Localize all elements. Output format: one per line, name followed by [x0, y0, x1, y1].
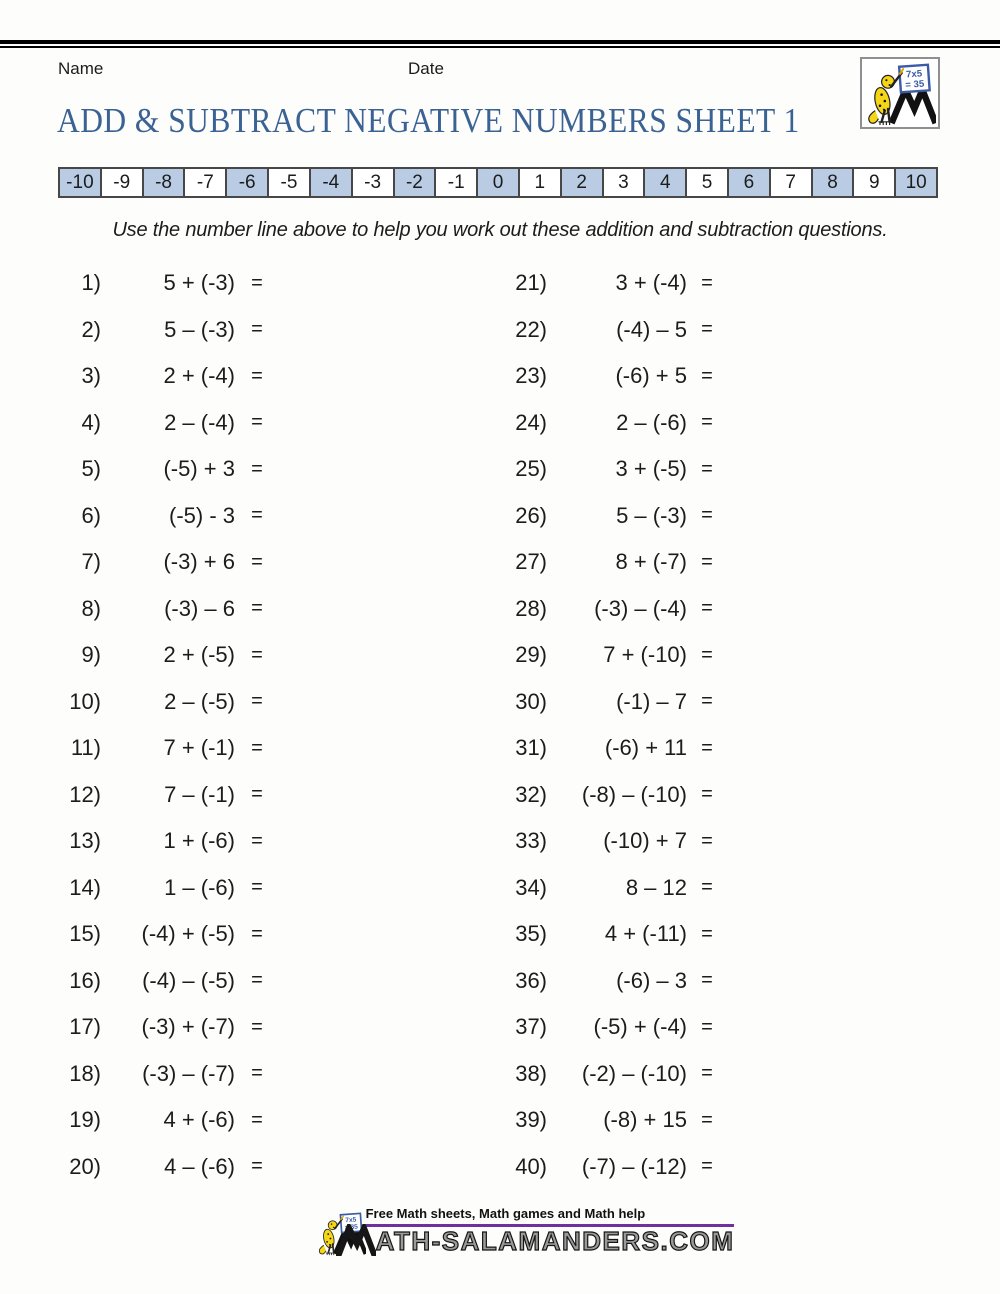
equals-sign: =: [701, 271, 713, 294]
number-line-cell: -8: [144, 169, 186, 196]
problem-expression: (-3) – (-4): [594, 595, 687, 621]
problem-expression: 5 + (-3): [163, 270, 235, 296]
problem-number: 2): [81, 316, 101, 342]
equals-sign: =: [701, 783, 713, 806]
problem-number: 4): [81, 409, 101, 435]
problem-expression: 3 + (-4): [615, 270, 687, 296]
problem-expression: 7 + (-10): [603, 642, 687, 668]
equals-sign: =: [701, 736, 713, 759]
problem-expression: (-3) – 6: [164, 595, 235, 621]
number-line-cell: -7: [185, 169, 227, 196]
problem-expression: (-3) + (-7): [141, 1014, 235, 1040]
problem-number: 18): [69, 1060, 101, 1086]
equals-sign: =: [701, 318, 713, 341]
problem-number: 22): [515, 316, 547, 342]
problem-expression: 1 – (-6): [164, 874, 235, 900]
equals-sign: =: [701, 690, 713, 713]
problem-number: 8): [81, 595, 101, 621]
equals-sign: =: [251, 829, 263, 852]
equals-sign: =: [251, 643, 263, 666]
problem-number: 9): [81, 642, 101, 668]
footer-site-text: ATH-SALAMANDERS.COM: [375, 1226, 735, 1256]
equals-sign: =: [701, 597, 713, 620]
number-line-cell: -5: [269, 169, 311, 196]
equals-sign: =: [701, 1108, 713, 1131]
problem-number: 6): [81, 502, 101, 528]
problem-expression: (-1) – 7: [616, 688, 687, 714]
problem-expression: 1 + (-6): [163, 828, 235, 854]
problem-expression: (-4) + (-5): [141, 921, 235, 947]
equals-sign: =: [251, 550, 263, 573]
problem-number: 24): [515, 409, 547, 435]
equals-sign: =: [701, 364, 713, 387]
problem-expression: 2 – (-6): [616, 409, 687, 435]
page-title: ADD & SUBTRACT NEGATIVE NUMBERS SHEET 1: [57, 101, 800, 140]
number-line-cell: -2: [395, 169, 437, 196]
number-line-cell: -3: [353, 169, 395, 196]
problem-number: 33): [515, 828, 547, 854]
equals-sign: =: [251, 271, 263, 294]
problem-number: 17): [69, 1014, 101, 1040]
problem-number: 39): [515, 1107, 547, 1133]
problem-number: 34): [515, 874, 547, 900]
top-border-thick: [0, 40, 1000, 44]
equals-sign: =: [251, 783, 263, 806]
number-line-cell: 3: [604, 169, 646, 196]
equals-sign: =: [251, 876, 263, 899]
problem-expression: 5 – (-3): [616, 502, 687, 528]
problems-column-right: [491, 260, 727, 1190]
number-line-cell: -10: [60, 169, 102, 196]
problem-expression: (-5) - 3: [169, 502, 235, 528]
problem-expression: (-7) – (-12): [581, 1153, 687, 1179]
problem-number: 38): [515, 1060, 547, 1086]
equals-sign: =: [251, 690, 263, 713]
number-line-cell: 7: [771, 169, 813, 196]
problem-expression: (-8) – (-10): [581, 781, 687, 807]
problem-number: 28): [515, 595, 547, 621]
problem-number: 1): [81, 270, 101, 296]
number-line-cell: 6: [729, 169, 771, 196]
problem-number: 37): [515, 1014, 547, 1040]
equals-sign: =: [701, 1015, 713, 1038]
problem-number: 27): [515, 549, 547, 575]
equals-sign: =: [701, 1155, 713, 1178]
number-line-cell: -9: [102, 169, 144, 196]
problem-expression: (-6) + 5: [615, 363, 687, 389]
problem-number: 12): [69, 781, 101, 807]
problem-expression: (-5) + 3: [163, 456, 235, 482]
name-label: Name: [58, 59, 104, 78]
wordmark-m-icon: [336, 1224, 376, 1256]
equals-sign: =: [701, 457, 713, 480]
footer-wordmark: [336, 1224, 735, 1256]
problem-number: 7): [81, 549, 101, 575]
problem-expression: 4 – (-6): [164, 1153, 235, 1179]
problem-number: 26): [515, 502, 547, 528]
equals-sign: =: [701, 550, 713, 573]
problem-expression: 4 + (-11): [604, 921, 687, 947]
equals-sign: =: [251, 1062, 263, 1085]
equals-sign: =: [251, 504, 263, 527]
problems-area: [45, 260, 727, 1190]
equals-sign: =: [701, 969, 713, 992]
problem-number: 5): [81, 456, 101, 482]
number-line-cell: 0: [478, 169, 520, 196]
number-line-cell: 2: [562, 169, 604, 196]
problem-expression: 3 + (-5): [615, 456, 687, 482]
equals-sign: =: [701, 504, 713, 527]
number-line: [58, 167, 938, 198]
number-line-cell: 8: [813, 169, 855, 196]
problem-expression: 2 + (-4): [163, 363, 235, 389]
equals-sign: =: [251, 1108, 263, 1131]
number-line-cell: -6: [227, 169, 269, 196]
problem-expression: 2 – (-5): [164, 688, 235, 714]
number-line-cell: -4: [311, 169, 353, 196]
problem-expression: (-4) – (-5): [142, 967, 235, 993]
problem-number: 15): [69, 921, 101, 947]
footer-tagline: Free Math sheets, Math games and Math help: [365, 1206, 646, 1221]
equals-sign: =: [251, 364, 263, 387]
equals-sign: =: [701, 922, 713, 945]
problem-expression: 7 + (-1): [163, 735, 235, 761]
equals-sign: =: [701, 1062, 713, 1085]
problems-column-left: [45, 260, 279, 1190]
number-line-cell: 4: [645, 169, 687, 196]
equals-sign: =: [701, 829, 713, 852]
problem-number: 36): [515, 967, 547, 993]
problem-number: 21): [515, 270, 547, 296]
number-line-cell: 5: [687, 169, 729, 196]
problem-number: 23): [515, 363, 547, 389]
problem-expression: (-10) + 7: [603, 828, 687, 854]
equals-sign: =: [251, 318, 263, 341]
equals-sign: =: [251, 457, 263, 480]
equals-sign: =: [701, 643, 713, 666]
problem-expression: 8 – 12: [625, 874, 687, 900]
problem-number: 11): [70, 735, 101, 761]
equals-sign: =: [251, 597, 263, 620]
equals-sign: =: [251, 736, 263, 759]
problem-number: 25): [515, 456, 547, 482]
equals-sign: =: [251, 922, 263, 945]
problem-expression: (-4) – 5: [616, 316, 687, 342]
problem-expression: 8 + (-7): [615, 549, 687, 575]
problem-number: 3): [81, 363, 101, 389]
problem-expression: (-6) + 11: [604, 735, 687, 761]
equals-sign: =: [251, 969, 263, 992]
problem-number: 16): [69, 967, 101, 993]
problem-number: 31): [515, 735, 547, 761]
problem-expression: 2 – (-4): [164, 409, 235, 435]
problem-number: 14): [69, 874, 101, 900]
problem-number: 13): [69, 828, 101, 854]
top-border-thin: [0, 46, 1000, 48]
salamander-logo-box: [860, 57, 940, 129]
number-line-cell: 9: [854, 169, 896, 196]
footer-logo-block: [316, 1206, 735, 1256]
problem-number: 30): [515, 688, 547, 714]
problem-expression: 4 + (-6): [163, 1107, 235, 1133]
problem-expression: 2 + (-5): [163, 642, 235, 668]
number-line-cell: -1: [436, 169, 478, 196]
date-label: Date: [408, 59, 444, 78]
problem-number: 35): [515, 921, 547, 947]
problem-expression: (-8) + 15: [603, 1107, 687, 1133]
equals-sign: =: [701, 411, 713, 434]
number-line-cell: 10: [896, 169, 936, 196]
salamander-logo-icon: [864, 61, 936, 125]
instruction-text: Use the number line above to help you work out these addition and subtraction questions.: [112, 219, 888, 241]
problem-expression: (-6) – 3: [616, 967, 687, 993]
problem-expression: (-5) + (-4): [593, 1014, 687, 1040]
equals-sign: =: [251, 1155, 263, 1178]
problem-number: 40): [515, 1153, 547, 1179]
problem-expression: (-3) + 6: [163, 549, 235, 575]
equals-sign: =: [701, 876, 713, 899]
footer: [0, 1206, 1000, 1256]
problem-number: 32): [515, 781, 547, 807]
problem-expression: (-3) – (-7): [142, 1060, 235, 1086]
number-line-cell: 1: [520, 169, 562, 196]
problem-number: 19): [69, 1107, 101, 1133]
equals-sign: =: [251, 411, 263, 434]
problem-number: 10): [69, 688, 101, 714]
problem-expression: 7 – (-1): [164, 781, 235, 807]
problem-expression: (-2) – (-10): [581, 1060, 687, 1086]
problem-expression: 5 – (-3): [164, 316, 235, 342]
problem-number: 29): [515, 642, 547, 668]
problem-number: 20): [69, 1153, 101, 1179]
equals-sign: =: [251, 1015, 263, 1038]
